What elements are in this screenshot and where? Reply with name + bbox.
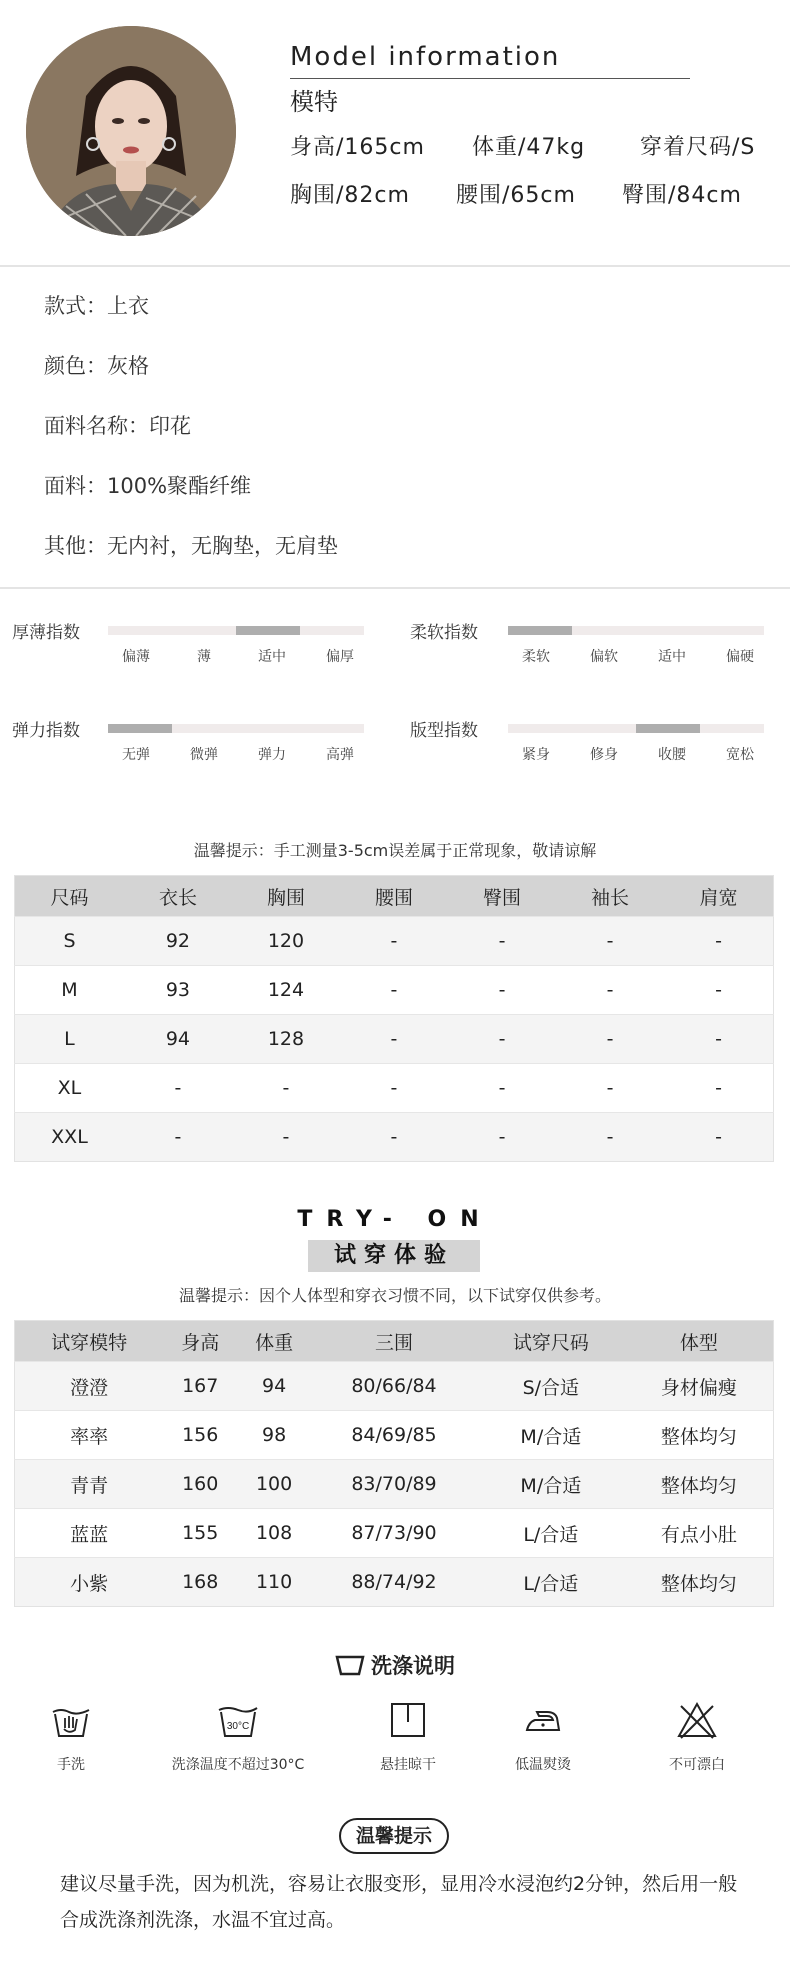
model-height: 身高/165cm — [290, 135, 425, 160]
index-tick-label: 微弹 — [190, 747, 218, 763]
care-item-hang-dry — [333, 1700, 483, 1774]
index-label: 柔软指数 — [410, 623, 478, 643]
table-header-cell: 体型 — [625, 1321, 774, 1362]
table-cell: - — [340, 1113, 448, 1162]
index-tick-label: 偏硬 — [726, 649, 754, 665]
model-info-title: Model information — [290, 42, 561, 72]
care-item-no-bleach — [622, 1700, 772, 1774]
index-track — [508, 626, 764, 635]
table-cell: - — [556, 1015, 664, 1064]
tip-text: 建议尽量手洗，因为机洗，容易让衣服变形，显用冷水浸泡约2分钟，然后用一般合成洗涤剂洗涤，水温不宜过高。 — [60, 1873, 738, 1931]
wash-30-badge: 30°C — [226, 1721, 250, 1732]
table-header-cell: 胸围 — [232, 876, 340, 917]
table-header-cell: 袖长 — [556, 876, 664, 917]
no-bleach-icon — [675, 1700, 719, 1740]
table-cell: - — [664, 1015, 773, 1064]
table-cell: 身材偏瘦 — [625, 1362, 774, 1411]
index-tick-label: 宽松 — [726, 747, 754, 763]
table-header-cell: 衣长 — [124, 876, 232, 917]
table-cell: - — [664, 1064, 773, 1113]
index-tick-label: 偏厚 — [326, 649, 354, 665]
index-tick-label: 适中 — [658, 649, 686, 665]
hand-wash-icon — [49, 1700, 93, 1740]
care-label-hang-dry: 悬挂晾干 — [380, 1757, 436, 1773]
table-cell: 155 — [163, 1509, 237, 1558]
table-header-cell: 试穿模特 — [15, 1321, 164, 1362]
index-tick-label: 高弹 — [326, 747, 354, 763]
size-table — [14, 875, 774, 1162]
table-cell: 整体均匀 — [625, 1411, 774, 1460]
tryon-title: TRY- ON — [297, 1207, 493, 1232]
index-track — [108, 724, 364, 733]
table-cell: XL — [15, 1064, 124, 1113]
index-label: 版型指数 — [410, 721, 478, 741]
index-label: 弹力指数 — [12, 721, 80, 741]
index-track — [508, 724, 764, 733]
table-cell: - — [124, 1064, 232, 1113]
model-bust: 胸围/82cm — [290, 183, 410, 208]
model-size: 穿着尺码/S — [640, 135, 756, 160]
model-info-header — [0, 0, 790, 265]
tryon-note: 温馨提示：因个人体型和穿衣习惯不同，以下试穿仅供参考。 — [178, 1286, 611, 1305]
index-track — [108, 626, 364, 635]
table-cell: - — [556, 917, 664, 966]
table-cell: - — [340, 1015, 448, 1064]
table-cell: 98 — [237, 1411, 311, 1460]
index-tick-label: 偏薄 — [122, 649, 150, 665]
model-avatar — [26, 26, 236, 236]
table-cell: 澄澄 — [15, 1362, 164, 1411]
table-cell: - — [556, 1064, 664, 1113]
index-tick-label: 收腰 — [658, 747, 686, 763]
index-tick-label: 无弹 — [122, 747, 150, 763]
table-cell: S/合适 — [477, 1362, 625, 1411]
table-row — [15, 966, 774, 1015]
table-cell: 88/74/92 — [311, 1558, 477, 1607]
table-row — [15, 1509, 774, 1558]
table-cell: 168 — [163, 1558, 237, 1607]
index-tick-label: 弹力 — [258, 747, 286, 763]
table-header-cell: 身高 — [163, 1321, 237, 1362]
table-row — [15, 1411, 774, 1460]
table-cell: - — [448, 1015, 556, 1064]
wash-basin-icon — [335, 1654, 365, 1676]
care-title: 洗涤说明 — [371, 1654, 455, 1678]
table-cell: 率率 — [15, 1411, 164, 1460]
table-header-cell: 试穿尺码 — [477, 1321, 625, 1362]
index-selected-marker — [508, 626, 572, 635]
table-cell: - — [448, 1113, 556, 1162]
table-cell: - — [556, 966, 664, 1015]
care-label-hand-wash: 手洗 — [57, 1757, 85, 1773]
table-cell: XXL — [15, 1113, 124, 1162]
size-note: 温馨提示：手工测量3-5cm误差属于正常现象，敬请谅解 — [193, 841, 597, 860]
table-cell: S — [15, 917, 124, 966]
table-cell: 小紫 — [15, 1558, 164, 1607]
table-row — [15, 1113, 774, 1162]
table-cell: 93 — [124, 966, 232, 1015]
model-weight: 体重/47kg — [472, 135, 586, 160]
model-portrait-image — [26, 26, 236, 236]
attr-color: 颜色：灰格 — [44, 354, 149, 378]
table-cell: - — [448, 917, 556, 966]
low-iron-icon — [521, 1700, 565, 1740]
table-cell: 156 — [163, 1411, 237, 1460]
table-cell: - — [664, 966, 773, 1015]
table-cell: 94 — [124, 1015, 232, 1064]
wash-30-icon — [216, 1700, 260, 1740]
index-selected-marker — [636, 724, 700, 733]
index-tick-label: 紧身 — [522, 747, 550, 763]
attr-fabric-name: 面料名称：印花 — [44, 414, 191, 438]
section-divider — [0, 265, 790, 267]
table-cell: L — [15, 1015, 124, 1064]
hang-dry-icon — [386, 1700, 430, 1740]
title-underline — [290, 78, 690, 79]
table-cell: 110 — [237, 1558, 311, 1607]
tryon-subtitle: 试穿体验 — [308, 1240, 480, 1272]
index-selected-marker — [108, 724, 172, 733]
table-cell: 167 — [163, 1362, 237, 1411]
table-row — [15, 1558, 774, 1607]
table-row — [15, 1460, 774, 1509]
tryon-table — [14, 1320, 774, 1607]
care-label-wash-30: 洗涤温度不超过30°C — [171, 1757, 305, 1773]
model-waist: 腰围/65cm — [456, 183, 576, 208]
table-cell: 87/73/90 — [311, 1509, 477, 1558]
table-cell: 80/66/84 — [311, 1362, 477, 1411]
index-tick-label: 柔软 — [522, 649, 550, 665]
care-item-low-iron — [468, 1700, 618, 1774]
table-row — [15, 917, 774, 966]
table-cell: - — [232, 1064, 340, 1113]
table-cell: - — [340, 966, 448, 1015]
table-cell: - — [664, 917, 773, 966]
table-row — [15, 1015, 774, 1064]
care-item-hand-wash — [0, 1700, 146, 1774]
table-cell: - — [340, 917, 448, 966]
index-tick-label: 薄 — [197, 649, 211, 665]
table-cell: 整体均匀 — [625, 1460, 774, 1509]
attr-style: 款式：上衣 — [44, 294, 149, 318]
table-cell: 青青 — [15, 1460, 164, 1509]
table-cell: M/合适 — [477, 1411, 625, 1460]
tip-pill: 温馨提示 — [339, 1818, 449, 1854]
section-divider — [0, 587, 790, 589]
index-label: 厚薄指数 — [12, 623, 80, 643]
table-cell: 整体均匀 — [625, 1558, 774, 1607]
table-cell: M/合适 — [477, 1460, 625, 1509]
care-label-no-bleach: 不可漂白 — [669, 1757, 725, 1773]
table-header-cell: 体重 — [237, 1321, 311, 1362]
table-cell: - — [448, 966, 556, 1015]
table-cell: - — [448, 1064, 556, 1113]
care-item-wash-30 — [163, 1700, 313, 1774]
care-label-low-iron: 低温熨烫 — [515, 1757, 571, 1773]
table-cell: 124 — [232, 966, 340, 1015]
table-header-cell: 三围 — [311, 1321, 477, 1362]
table-cell: 83/70/89 — [311, 1460, 477, 1509]
model-info-subtitle: 模特 — [290, 88, 338, 116]
index-tick-label: 偏软 — [590, 649, 618, 665]
table-row — [15, 1064, 774, 1113]
table-cell: 94 — [237, 1362, 311, 1411]
table-cell: 108 — [237, 1509, 311, 1558]
table-cell: - — [556, 1113, 664, 1162]
table-cell: - — [124, 1113, 232, 1162]
table-row — [15, 1362, 774, 1411]
model-hip: 臀围/84cm — [622, 183, 742, 208]
attr-other: 其他：无内衬，无胸垫，无肩垫 — [44, 534, 338, 558]
table-cell: 84/69/85 — [311, 1411, 477, 1460]
index-selected-marker — [236, 626, 300, 635]
table-header-cell: 腰围 — [340, 876, 448, 917]
table-cell: - — [340, 1064, 448, 1113]
table-cell: 有点小肚 — [625, 1509, 774, 1558]
table-cell: 92 — [124, 917, 232, 966]
attr-fabric: 面料：100%聚酯纤维 — [44, 474, 252, 498]
table-cell: 蓝蓝 — [15, 1509, 164, 1558]
table-cell: 100 — [237, 1460, 311, 1509]
index-tick-label: 适中 — [258, 649, 286, 665]
table-header-cell: 尺码 — [15, 876, 124, 917]
index-tick-label: 修身 — [590, 747, 618, 763]
table-cell: 160 — [163, 1460, 237, 1509]
table-cell: L/合适 — [477, 1558, 625, 1607]
table-cell: - — [664, 1113, 773, 1162]
table-cell: 128 — [232, 1015, 340, 1064]
table-cell: L/合适 — [477, 1509, 625, 1558]
table-header-cell: 肩宽 — [664, 876, 773, 917]
table-header-cell: 臀围 — [448, 876, 556, 917]
table-cell: M — [15, 966, 124, 1015]
table-cell: 120 — [232, 917, 340, 966]
care-heading — [0, 1650, 790, 1680]
table-cell: - — [232, 1113, 340, 1162]
